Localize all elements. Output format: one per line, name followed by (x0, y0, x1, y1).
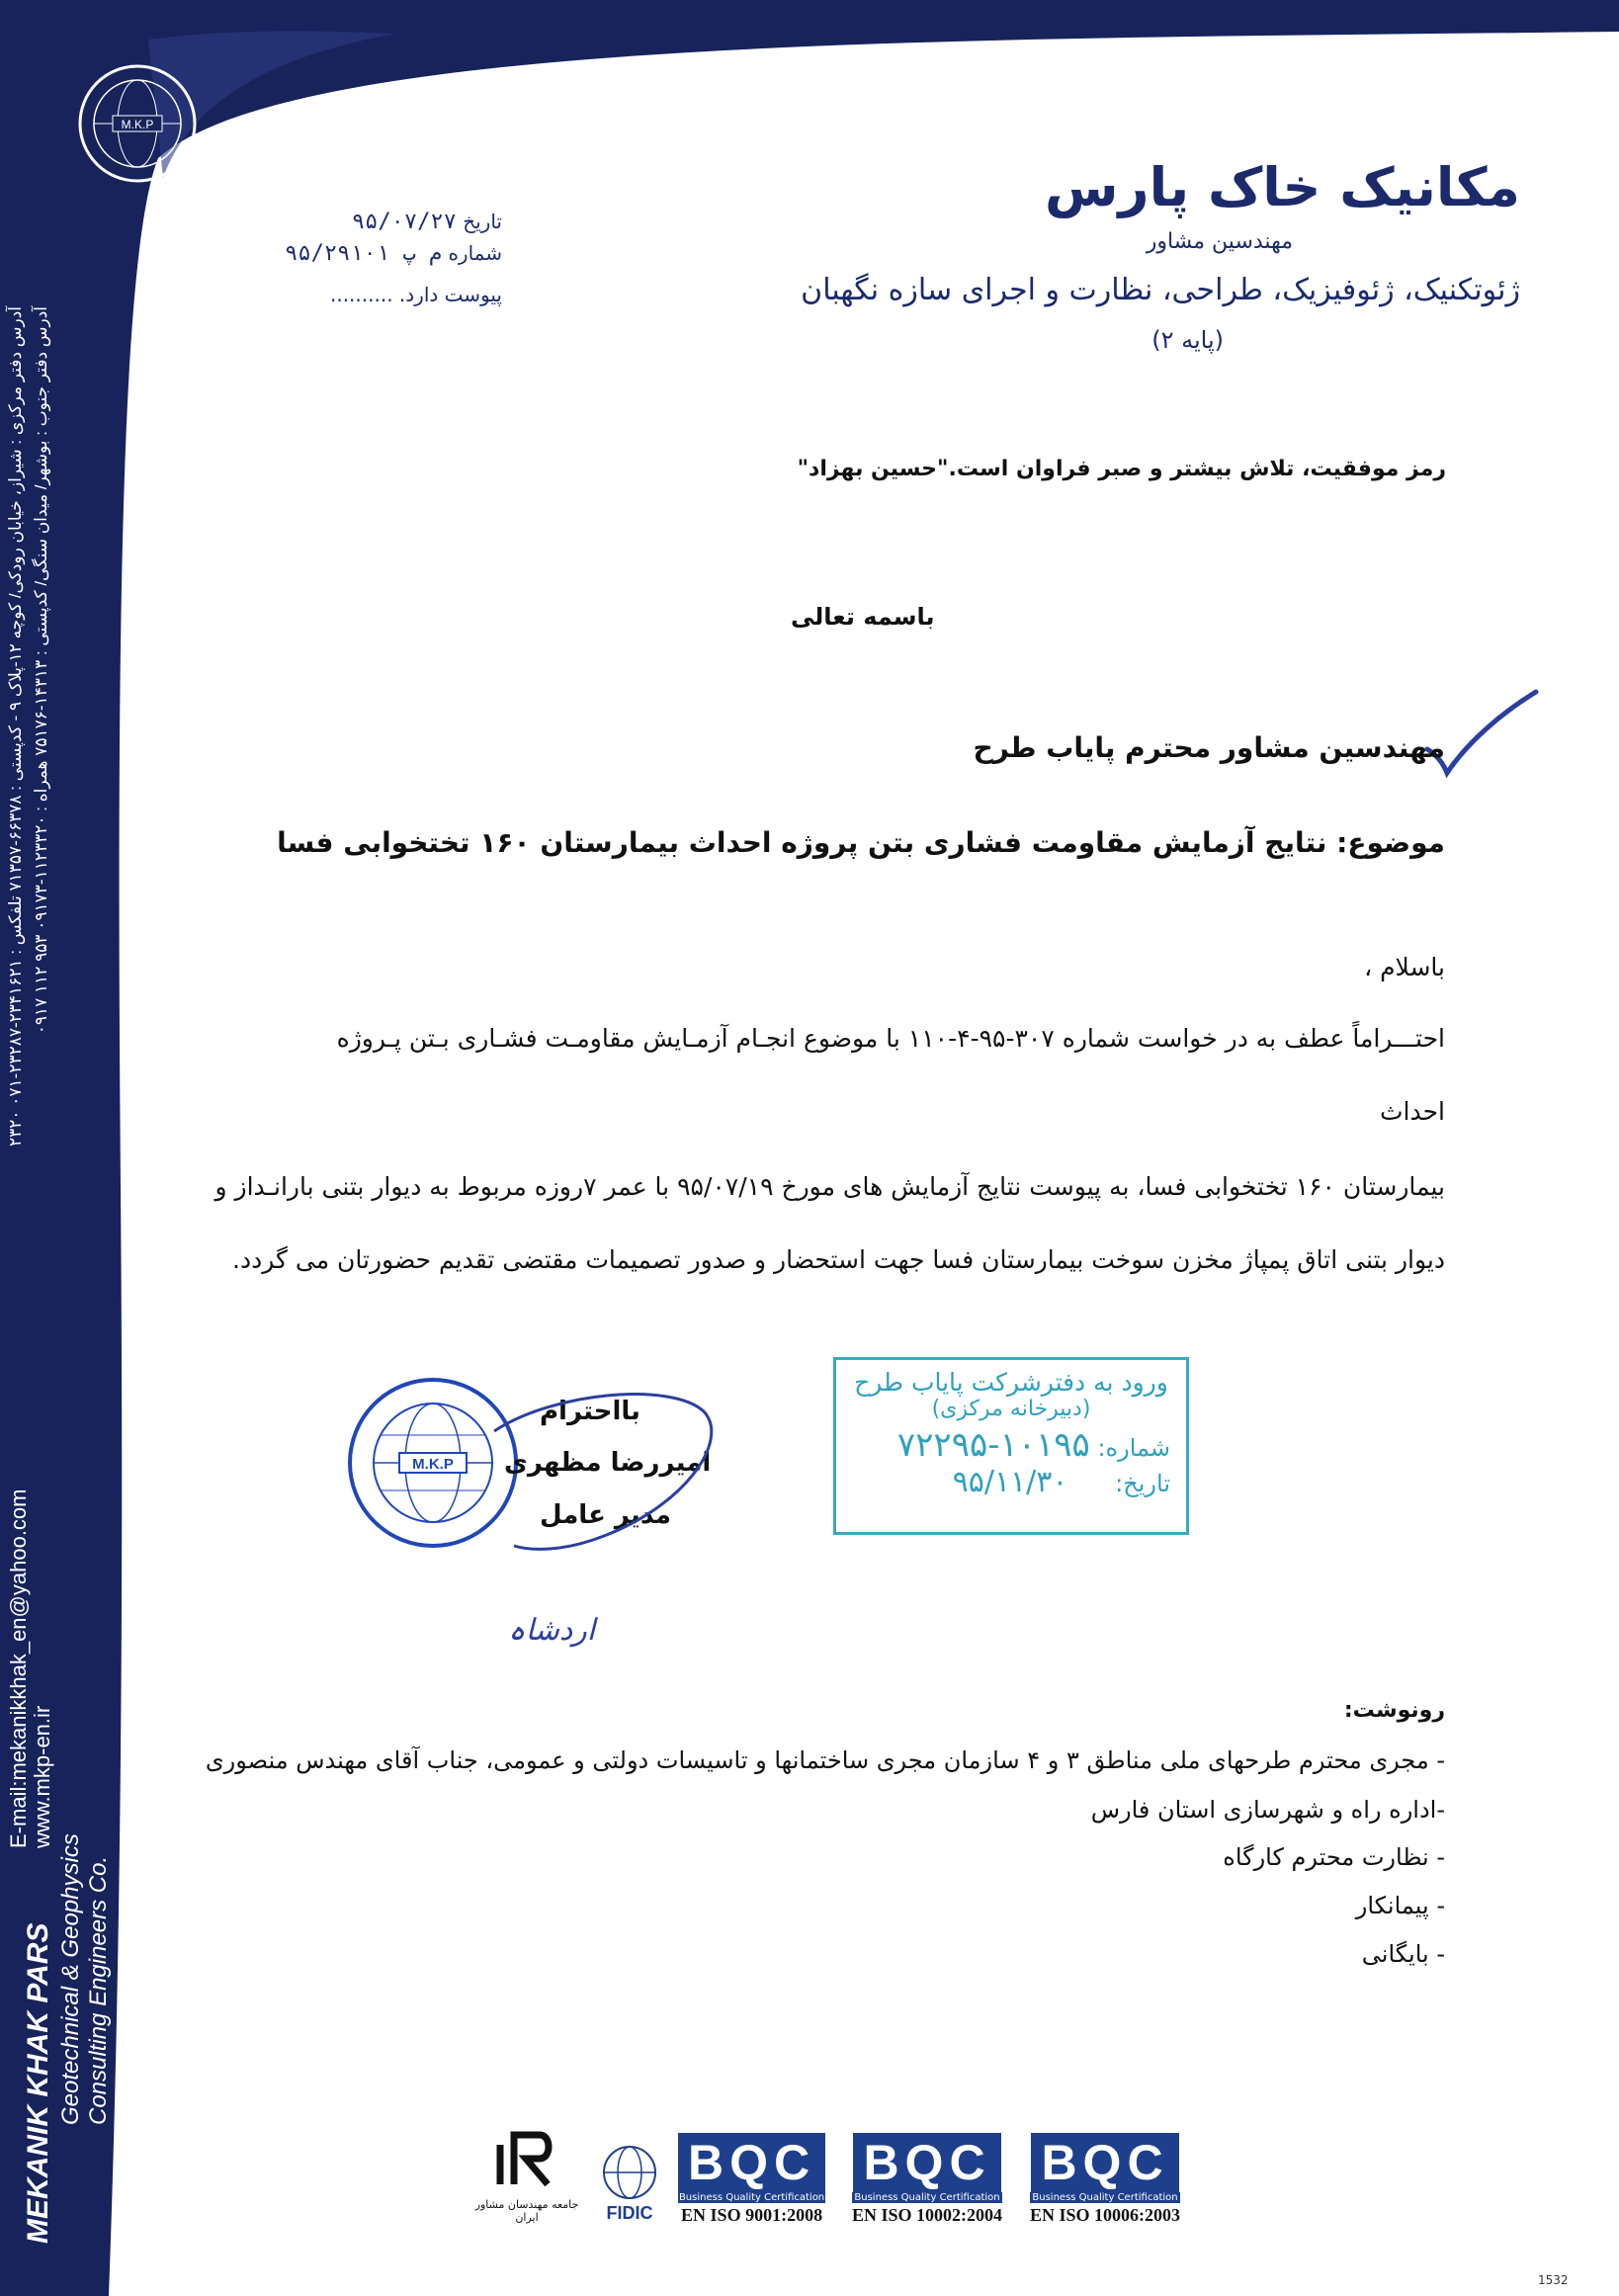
certification-1 (678, 2133, 825, 2226)
cc-item-3: - نظارت محترم کارگاه (1223, 1843, 1445, 1871)
bqc-brand-2: BQC (853, 2133, 1000, 2192)
body-line-1: احتـــراماً عطف به در خواست شماره ۳۰۷-۹۵-۴-۱۱۰ با موضوع انجـام آزمـایش مقاومـت فشـاری بـتن پـروژه (336, 1024, 1445, 1053)
body-line-2: احداث (1379, 1097, 1445, 1126)
body-line-4: دیوار بتنی اتاق پمپاژ مخزن سوخت بیمارستان فسا جهت استحضار و صدور تصمیمات مقتضی تقدیم حضورتان می گردد. (232, 1245, 1445, 1274)
stamp-date-value: ۹۵/۱۱/۳۰ (952, 1465, 1068, 1499)
invocation: باسمه تعالی (791, 603, 935, 631)
date-label: تاریخ (463, 210, 502, 233)
fidic-logo (585, 2145, 674, 2224)
cc-label: رونوشت: (1343, 1698, 1445, 1723)
motto: رمز موفقیت، تلاش بیشتر و صبر فراوان است."حسین بهزاد" (797, 457, 1446, 481)
services-line: ژئوتکنیک، ژئوفیزیک، طراحی، نظارت و اجرای سازه نگهبان (801, 273, 1520, 307)
number-value: م پ ۹۵/۲۹۱۰۱ (285, 241, 443, 266)
stamp-number-value: ۱۰۱۹۵-۷۲۲۹۵ (896, 1425, 1090, 1465)
stamp-number-row (836, 1425, 1170, 1465)
stamp-date-label: تاریخ: (1115, 1470, 1170, 1497)
date-row (255, 210, 502, 234)
sidebar-logo (73, 59, 202, 188)
cc-item-2: -اداره راه و شهرسازی استان فارس (1090, 1796, 1445, 1824)
attachment-dots: .......... (329, 283, 393, 306)
sidebar-company-en: MEKANIK KHAK PARS (22, 1922, 54, 2244)
stamp-line-2: (دبیرخانه مرکزی) (931, 1397, 1091, 1421)
number-row (255, 241, 502, 266)
signature-closing: بااحترام (540, 1397, 640, 1426)
sidebar-address-south: آدرس دفتر جنوب : بوشهر/ میدان سنگی/ کدپستی : ۱۴۳۱۳-۷۵۱۷۶ همراه : ۱۱۲۳۳۲۰-۰۹۱۷۳ ۹۵۳ ۱۱۲ ۰۹۱۷ (32, 306, 50, 1035)
sidebar-email: E-mail:mekanikkhak_en@yahoo.com (6, 1488, 31, 1848)
bqc-iso-1: EN ISO 9001:2008 (681, 2205, 823, 2225)
cc-item-5: - بایگانی (1361, 1940, 1445, 1968)
signature-name: امیررضا مظهری (504, 1448, 712, 1478)
cc-item-1: - مجری محترم طرحهای ملی مناطق ۳ و ۴ سازمان مجری ساختمانها و تاسیسات دولتی و عمومی، جناب آقای مهندس منصوری (205, 1746, 1445, 1774)
attachment-row (255, 283, 502, 306)
certification-2 (852, 2133, 1002, 2226)
handwritten-initials: اردشاہ (508, 1613, 596, 1648)
fidic-label: FIDIC (606, 2203, 653, 2223)
stamp-date-row (836, 1465, 1170, 1499)
sidebar-tagline-2: Consulting Engineers Co. (85, 1855, 112, 2125)
bqc-brand-3: BQC (1031, 2133, 1178, 2192)
cc-item-4: - پیمانکار (1355, 1892, 1445, 1919)
company-name: مکانیک خاک پارس (1045, 156, 1520, 218)
bqc-iso-2: EN ISO 10002:2004 (852, 2205, 1003, 2225)
greeting: باسلام ، (1364, 953, 1445, 981)
stamp-number-label: شماره: (1097, 1434, 1170, 1462)
receipt-stamp (833, 1357, 1189, 1535)
signature-flourish (474, 1372, 722, 1570)
iran-society-label: جامعه مهندسان مشاور ایران (474, 2198, 579, 2224)
page-number: 1532 (1538, 2273, 1569, 2287)
subject: موضوع: نتایج آزمایش مقاومت فشاری بتن پروژه احداث بیمارستان ۱۶۰ تختخوابی فسا (277, 826, 1445, 859)
bqc-sub-3: Business Quality Certification (1030, 2192, 1180, 2203)
recipient: مهندسین مشاور محترم پایاب طرح (973, 731, 1445, 764)
grade-label: (پایه ۲) (1151, 326, 1224, 354)
number-label: شماره (448, 241, 502, 265)
sidebar-website: www.mkp-en.ir (30, 1705, 54, 1848)
iran-society-logo (472, 2125, 581, 2224)
date-value: ۹۵/۰۷/۲۷ (351, 210, 457, 234)
svg-text:M.K.P: M.K.P (121, 118, 154, 131)
svg-text:M.K.P: M.K.P (412, 1456, 454, 1473)
certification-3 (1030, 2133, 1180, 2226)
signature-title: مدیر عامل (540, 1500, 671, 1530)
bqc-sub-1: Business Quality Certification (678, 2192, 825, 2203)
stamp-line-1: ورود به دفترشرکت پایاب طرح (854, 1368, 1168, 1397)
sidebar-tagline-1: Geotechnical & Geophysics (57, 1833, 84, 2125)
sidebar-address-central: آدرس دفتر مرکزی : شیراز، خیابان رودکی/ کوچه ۱۲-پلاک ۹ - کدپستی : ۶۶۳۷۸-۷۱۳۵۷ تلفکس : ۲۳۴۱۶۲۱-۲۳۲۸۷-۰۷۱ ۲۳۲۰ (6, 306, 25, 1147)
attachment-label: پیوست دارد. (398, 283, 502, 306)
body-line-3: بیمارستان ۱۶۰ تختخوابی فسا، به پیوست نتایج آزمایش های مورخ ۹۵/۰۷/۱۹ با عمر ۷روزه مربوط به دیوار بتنی بارانـداز و (214, 1172, 1445, 1201)
bqc-sub-2: Business Quality Certification (852, 2192, 1002, 2203)
consulting-engineers-label: مهندسین مشاور (1146, 229, 1293, 254)
bqc-iso-3: EN ISO 10006:2003 (1030, 2205, 1181, 2225)
bqc-brand-1: BQC (678, 2133, 825, 2192)
